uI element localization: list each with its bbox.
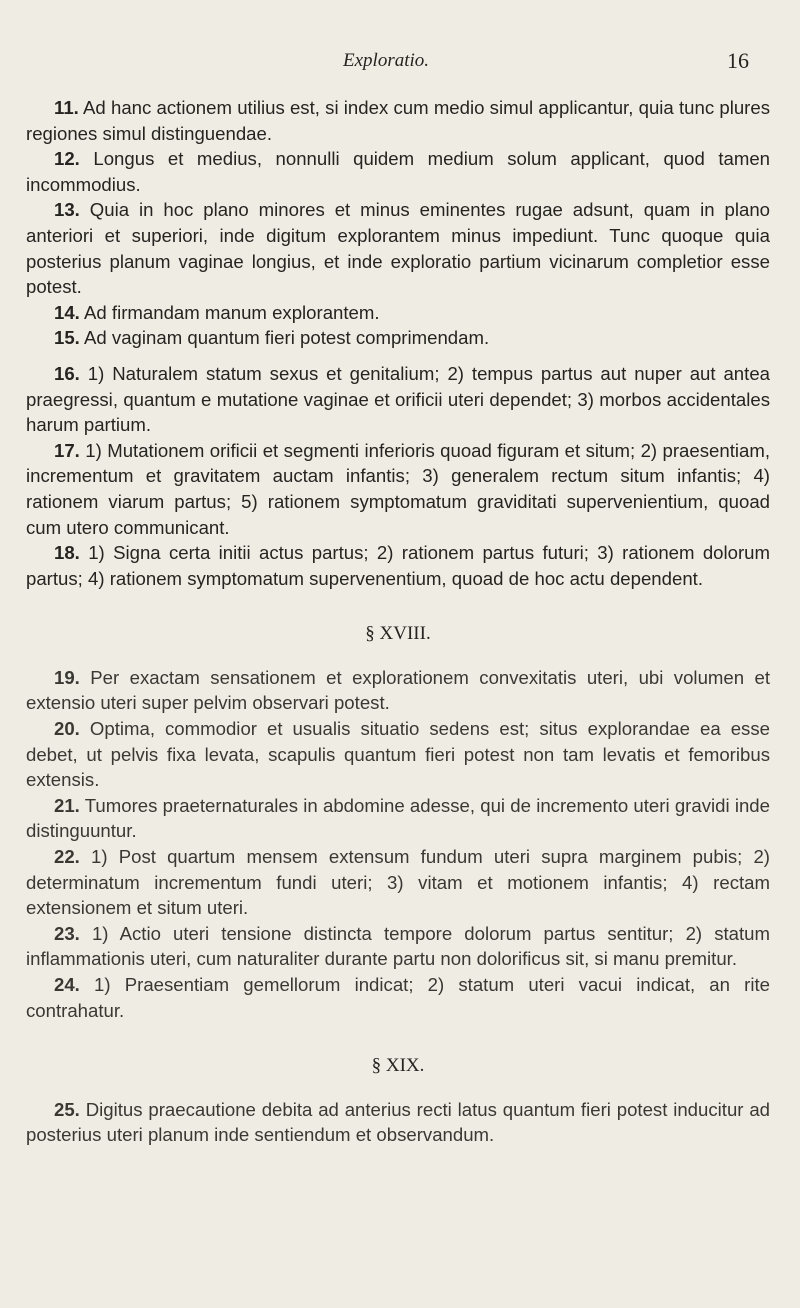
- paragraph-number: 20.: [54, 718, 80, 740]
- paragraph-text: Quia in hoc plano minores et minus eminentes rugae adsunt, quam in plano anteriori et superiori, inde digitum explorantem minus impediunt. Tunc quoque quia posterius planum vaginae longius, et inde exploratio partium vicinarum completior esse potest.: [26, 199, 771, 298]
- paragraph-25: [26, 1097, 770, 1148]
- page-header: [0, 50, 800, 80]
- paragraph-15: [26, 325, 770, 351]
- paragraph-text: Tumores praeternaturales in abdomine adesse, qui de incremento uteri gravidi inde distinguuntur.: [26, 794, 770, 842]
- section-heading-xix: § XIX.: [371, 1055, 425, 1077]
- paragraph-11: [26, 95, 770, 146]
- paragraph-text: 1) Actio uteri tensione distincta tempore dolorum partus sentitur; 2) statum inflammationis uteri, cum naturaliter durante partu non dolorificus sit, si manu premitur.: [26, 922, 771, 970]
- paragraph-17: [26, 438, 770, 540]
- paragraph-text: 1) Signa certa initii actus partus; 2) rationem partus futuri; 3) rationem dolorum partus; 4) rationem symptomatum supervenentium, quoad de hoc actu dependent.: [26, 542, 771, 589]
- page-body: [26, 95, 770, 1148]
- paragraph-number: 15.: [54, 327, 80, 349]
- paragraph-14: [26, 300, 770, 326]
- paragraph-text: Ad hanc actionem utilius est, si index cum medio simul applicantur, quia tunc plures regiones simul distinguendae.: [26, 97, 770, 144]
- paragraph-23: [26, 921, 770, 972]
- paragraph-text: 1) Praesentiam gemellorum indicat; 2) statum uteri vacui indicat, an rite contrahatur.: [26, 974, 770, 1021]
- paragraph-number: 25.: [54, 1098, 80, 1120]
- section-heading-xviii: § XVIII.: [365, 623, 431, 645]
- paragraph-text: 1) Naturalem statum sexus et genitalium; 2) tempus partus aut nuper aut antea praegressi, quantum e mutatione vaginae et orificii uteri dependet; 3) morbos accidentales harum partium.: [26, 362, 770, 436]
- paragraph-text: Optima, commodior et usualis situatio sedens est; situs explorandae ea esse debet, ut pelvis fixa levata, scapulis quantum fieri potest non tam levatis et femoribus extensis.: [26, 718, 770, 791]
- paragraph-text: Ad vaginam quantum fieri potest comprimendam.: [84, 327, 490, 349]
- paragraph-number: 23.: [54, 922, 80, 944]
- paragraph-text: Ad firmandam manum explorantem.: [84, 301, 380, 323]
- paragraph-24: [26, 972, 770, 1023]
- paragraph-text: Longus et medius, nonnulli quidem medium solum applicant, quod tamen incommodius.: [26, 148, 770, 195]
- paragraph-text: Digitus praecautione debita ad anterius recti latus quantum fieri potest inducitur ad posterius uteri planum inde sentiendum et observandum.: [26, 1098, 770, 1146]
- paragraph-16: [26, 361, 770, 438]
- paragraph-text: 1) Mutationem orificii et segmenti inferioris quoad figuram et situm; 2) praesentiam, incrementum et gravitatem auctam infantis; 3) generalem rectum situm infantis; 4) rationem viarum partus; 5) rationem symptomatum graviditati supervenientium, quoad cum utero communicant.: [26, 439, 771, 538]
- page-number: 16: [727, 48, 749, 73]
- paragraph-20: [26, 716, 770, 793]
- paragraph-number: 22.: [54, 846, 80, 868]
- paragraph-12: [26, 146, 770, 197]
- spacer: [26, 351, 770, 361]
- paragraph-number: 24.: [54, 974, 80, 995]
- paragraph-number: 12.: [54, 148, 80, 170]
- paragraph-13: [26, 197, 770, 299]
- paragraph-number: 21.: [54, 794, 80, 816]
- paragraph-number: 16.: [54, 362, 80, 384]
- paragraph-number: 13.: [54, 199, 80, 221]
- paragraph-number: 11.: [54, 97, 79, 118]
- paragraph-text: 1) Post quartum mensem extensum fundum uteri supra marginem pubis; 2) determinatum incrementum fundi uteri; 3) vitam et motionem infantis; 4) rectam extensionem et situm uteri.: [26, 846, 770, 919]
- paragraph-22: [26, 844, 770, 921]
- running-title: Exploratio.: [343, 50, 430, 71]
- paragraph-number: 14.: [54, 301, 80, 323]
- paragraph-text: Per exactam sensationem et explorationem convexitatis uteri, ubi volumen et extensio uteri super pelvim observari potest.: [26, 666, 770, 714]
- paragraph-number: 19.: [54, 666, 80, 688]
- paragraph-19: [26, 665, 770, 716]
- paragraph-18: [26, 540, 770, 591]
- paragraph-21: [26, 793, 770, 844]
- paragraph-number: 18.: [54, 542, 80, 564]
- paragraph-number: 17.: [54, 439, 80, 461]
